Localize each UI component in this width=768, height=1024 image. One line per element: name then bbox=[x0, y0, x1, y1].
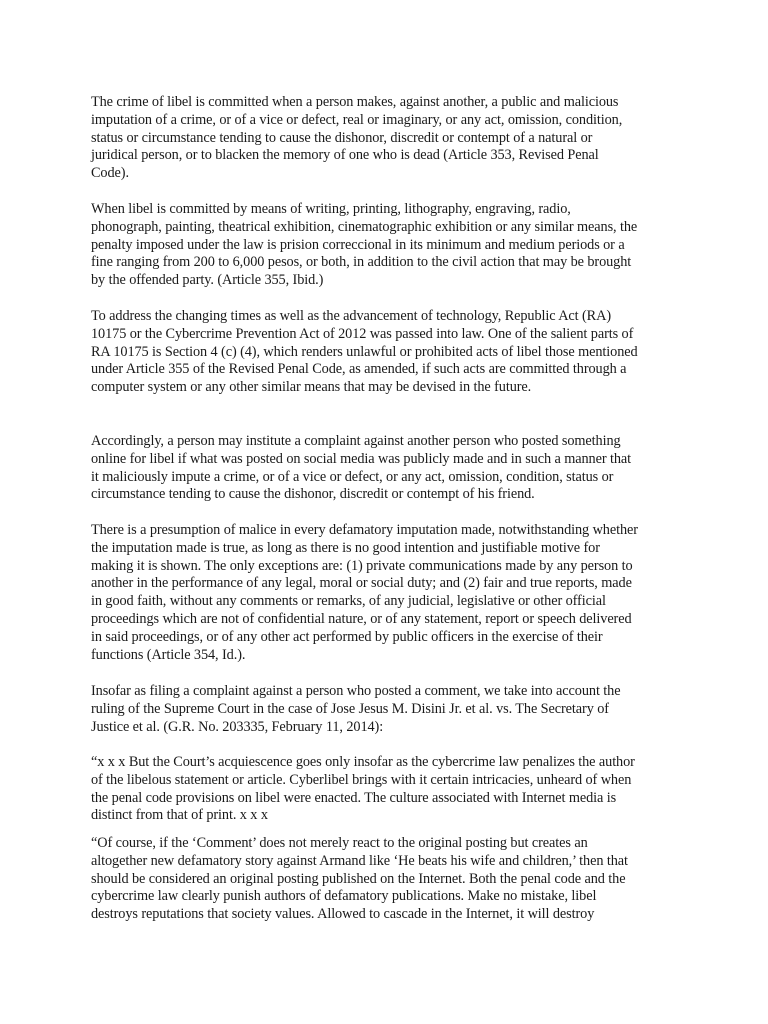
paragraph-libel-definition: The crime of libel is committed when a person makes, against another, a public and malicious imputation of a crime, or of a vice or defect, real or imaginary, or any act, omission, condition, status or circumstance tending to cause the dishonor, discredit or contempt of a natural or juridical person, or to blacken the memory of one who is dead (Article 353, Revised Penal Code). bbox=[91, 94, 623, 182]
paragraph-supreme-court-ruling: Insofar as filing a complaint against a person who posted a comment, we take into account the ruling of the Supreme Court in the case of Jose Jesus M. Disini Jr. et al. vs. The Secretary of Justice et al. (G.R. No. 203335, February 11, 2014): bbox=[91, 683, 621, 735]
paragraph-online-complaint: Accordingly, a person may institute a complaint against another person who posted something online for libel if what was posted on social media was publicly made and in such a manner that it maliciously impute a crime, or of a vice or defect, or any act, omission, condition, status or circumstance tending to cause the dishonor, discredit or contempt of his friend. bbox=[91, 433, 631, 503]
paragraph-quote-comment-posting: “Of course, if the ‘Comment’ does not merely react to the original posting but creates an altogether new defamatory story against Armand like ‘He beats his wife and children,’ then that should be considered an original posting published on the Internet. Both the penal code and the cybercrime law clearly punish authors of defamatory publications. Make no mistake, libel destroys reputations that society values. Allowed to cascade in the Internet, it will destroy bbox=[91, 835, 628, 923]
paragraph-quote-court-acquiescence: “x x x But the Court’s acquiescence goes only insofar as the cybercrime law penalizes the author of the libelous statement or article. Cyberlibel brings with it certain intricacies, unheard of when the penal code provisions on libel were enacted. The culture associated with Internet media is distinct from that of print. x x x bbox=[91, 754, 635, 824]
paragraph-libel-penalty: When libel is committed by means of writing, printing, lithography, engraving, radio, phonograph, painting, theatrical exhibition, cinematographic exhibition or any similar means, the penalty imposed under the law is prision correccional in its minimum and medium periods or a fine ranging from 200 to 6,000 pesos, or both, in addition to the civil action that may be brought by the offended party. (Article 355, Ibid.) bbox=[91, 201, 638, 289]
paragraph-cybercrime-act: To address the changing times as well as the advancement of technology, Republic Act (RA) 10175 or the Cybercrime Prevention Act of 2012 was passed into law. One of the salient parts of RA 10175 is Section 4 (c) (4), which renders unlawful or prohibited acts of libel those mentioned under Article 355 of the Revised Penal Code, as amended, if such acts are committed through a computer system or any other similar means that may be devised in the future. bbox=[91, 308, 638, 396]
paragraph-presumption-of-malice: There is a presumption of malice in every defamatory imputation made, notwithstanding whether the imputation made is true, as long as there is no good intention and justifiable motive for making it is shown. The only exceptions are: (1) private communications made by any person to another in the performance of any legal, moral or social duty; and (2) fair and true reports, made in good faith, without any comments or remarks, of any judicial, legislative or other official proceedings which are not of confidential nature, or of any statement, report or speech delivered in said proceedings, or of any other act performed by public officers in the exercise of their functions (Article 354, Id.). bbox=[91, 522, 638, 663]
